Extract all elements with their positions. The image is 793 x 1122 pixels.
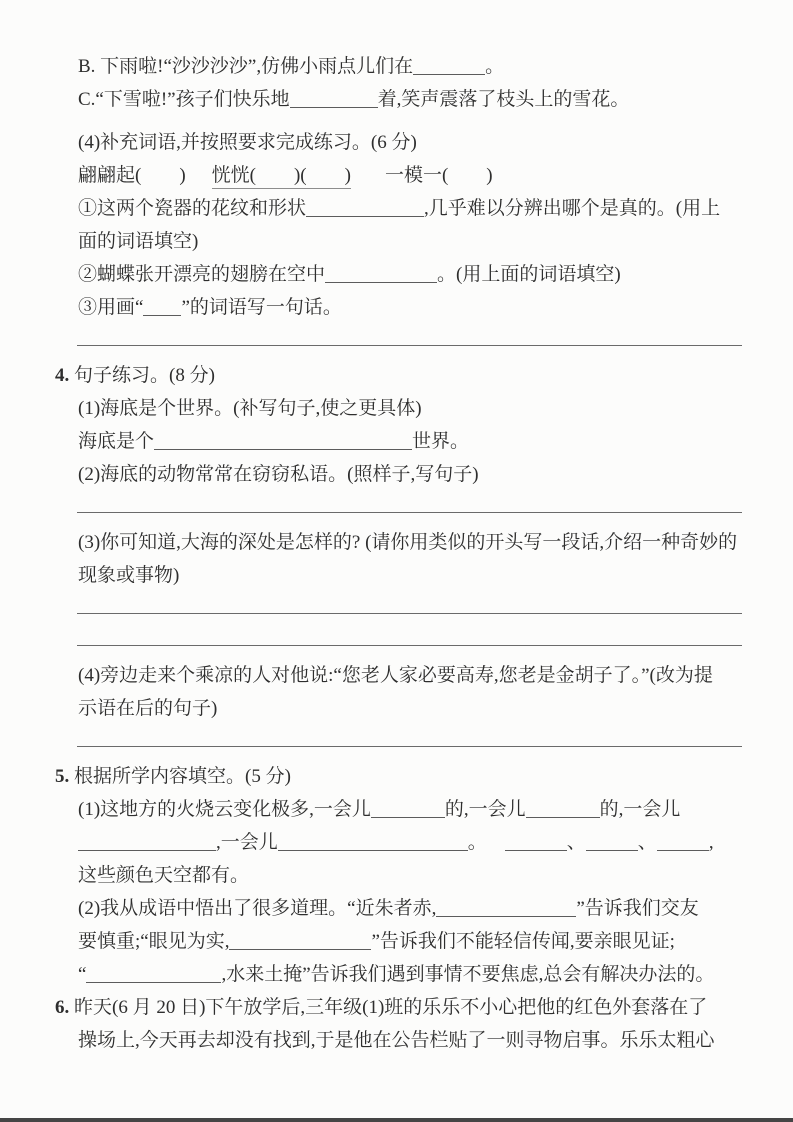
answer-blank: [306, 199, 424, 217]
q5-2-cont-line2: [55, 958, 750, 991]
q5-2-cont-line: [55, 925, 750, 958]
text-run: ①这两个瓷器的花纹和形状: [78, 198, 307, 219]
option-b-line: [55, 50, 750, 83]
text-run: 这些颜色天空都有。: [78, 865, 250, 886]
text-run: 根据所学内容填空。(5 分): [69, 766, 291, 787]
text-run: 要慎重;“眼见为实,: [78, 931, 230, 952]
q4-4-prompt-cont: [55, 692, 750, 725]
q4-4-prompt: [55, 659, 750, 692]
text-run: ”告诉我们交友: [576, 898, 699, 919]
q5-1-blanks-line: [55, 826, 750, 859]
q4-2-prompt: [55, 458, 750, 491]
answer-blank: [371, 800, 445, 818]
text-run: (1)海底是个世界。(补写句子,使之更具体): [78, 398, 422, 419]
text-run: (4)补充词语,并按照要求完成练习。(6 分): [78, 132, 417, 153]
text-run: 。: [485, 56, 505, 77]
answer-rule-3: [77, 613, 742, 614]
text-run: ②蝴蝶张开漂亮的翅膀在空中: [78, 264, 326, 285]
answer-blank: [143, 298, 181, 316]
answer-blank: [78, 833, 216, 851]
text-run: ,一会儿: [216, 832, 278, 853]
q5-2-text: [55, 892, 750, 925]
spacer: [487, 847, 505, 848]
q4-3-prompt-cont: [55, 559, 750, 592]
text-run: 一模一( ): [384, 165, 493, 186]
spacer: [351, 180, 385, 181]
text-run: 、: [637, 832, 657, 853]
text-run: 面的词语填空): [78, 231, 199, 252]
question-number: 6.: [55, 997, 70, 1018]
q3-4-sub3-line: [55, 291, 750, 324]
answer-rule-5: [77, 746, 742, 747]
answer-rule-4: [77, 645, 742, 646]
text-run: C.“下雪啦!”孩子们快乐地: [78, 89, 290, 110]
answer-blank: [586, 833, 638, 851]
answer-blank: [86, 965, 221, 983]
q5-title: [55, 760, 750, 793]
answer-blank: [290, 90, 378, 108]
text-run: 着,笑声震落了枝头上的雪花。: [377, 89, 630, 110]
text-run: 。: [467, 832, 487, 853]
text-run: ,水来土掩”告诉我们遇到事情不要焦虑,总会有解决办法的。: [221, 964, 715, 985]
underlined-word-fill: 恍恍( )( ): [212, 165, 351, 189]
q3-4-sub2-line: [55, 258, 750, 291]
answer-blank: [657, 833, 709, 851]
spacer: [186, 180, 212, 181]
text-run: 世界。: [412, 431, 470, 452]
answer-blank: [505, 833, 567, 851]
q4-title: [55, 359, 750, 392]
answer-rule-1: [77, 345, 742, 346]
q5-1-text: [55, 793, 750, 826]
text-run: 翩翩起( ): [78, 165, 186, 186]
text-run: B. 下雨啦!“沙沙沙沙”,仿佛小雨点儿们在: [78, 56, 414, 77]
question-number: 5.: [55, 766, 70, 787]
text-run: ”告诉我们不能轻信传闻,要亲眼见证;: [371, 931, 675, 952]
page-bottom-edge: [0, 1118, 793, 1122]
text-run: 、: [566, 832, 586, 853]
q3-4-instruction: [55, 126, 750, 159]
text-run: (1)这地方的火烧云变化极多,一会儿: [78, 799, 371, 820]
word-fill-line: [55, 159, 750, 192]
text-run: 昨天(6 月 20 日)下午放学后,三年级(1)班的乐乐不小心把他的红色外套落在了: [69, 997, 708, 1018]
text-run: 句子练习。(8 分): [69, 365, 215, 386]
q4-1-prompt: [55, 392, 750, 425]
option-c-line: [55, 83, 750, 116]
text-run: 的,一会儿: [444, 799, 526, 820]
q6-text-cont: [55, 1024, 750, 1057]
text-run: ”的词语写一句话。: [181, 297, 342, 318]
q3-4-sub1-line: [55, 192, 750, 225]
answer-blank: [325, 265, 437, 283]
answer-blank: [278, 833, 468, 851]
answer-blank: [229, 932, 371, 950]
text-run: ,: [708, 832, 714, 853]
text-run: 示语在后的句子): [78, 698, 218, 719]
text-run: 的,一会儿: [599, 799, 681, 820]
text-run: ,几乎难以分辨出哪个是真的。(用上: [424, 198, 721, 219]
q4-1-answer-line: [55, 425, 750, 458]
answer-blank: [413, 57, 485, 75]
answer-rule-2: [77, 512, 742, 513]
q3-4-sub1-cont-line: [55, 225, 750, 258]
text-run: 。(用上面的词语填空): [437, 264, 621, 285]
text-run: 海底是个: [78, 431, 155, 452]
text-run: (4)旁边走来个乘凉的人对他说:“您老人家必要高寿,您老是金胡子了。”(改为提: [78, 665, 713, 686]
answer-blank: [436, 899, 576, 917]
question-number: 4.: [55, 365, 70, 386]
text-run: (3)你可知道,大海的深处是怎样的? (请你用类似的开头写一段话,介绍一种奇妙的: [78, 532, 738, 553]
answer-blank: [154, 432, 412, 450]
text-run: “: [78, 964, 87, 985]
text-run: 现象或事物): [78, 565, 180, 586]
q5-1-cont-line: [55, 859, 750, 892]
text-run: ③用画“: [78, 297, 144, 318]
document-body: [55, 50, 750, 1057]
q6-text: [55, 991, 750, 1024]
q4-3-prompt: [55, 526, 750, 559]
answer-blank: [526, 800, 600, 818]
text-run: 操场上,今天再去却没有找到,于是他在公告栏贴了一则寻物启事。乐乐太粗心: [78, 1030, 715, 1051]
text-run: (2)海底的动物常常在窃窃私语。(照样子,写句子): [78, 464, 479, 485]
text-run: (2)我从成语中悟出了很多道理。“近朱者赤,: [78, 898, 437, 919]
